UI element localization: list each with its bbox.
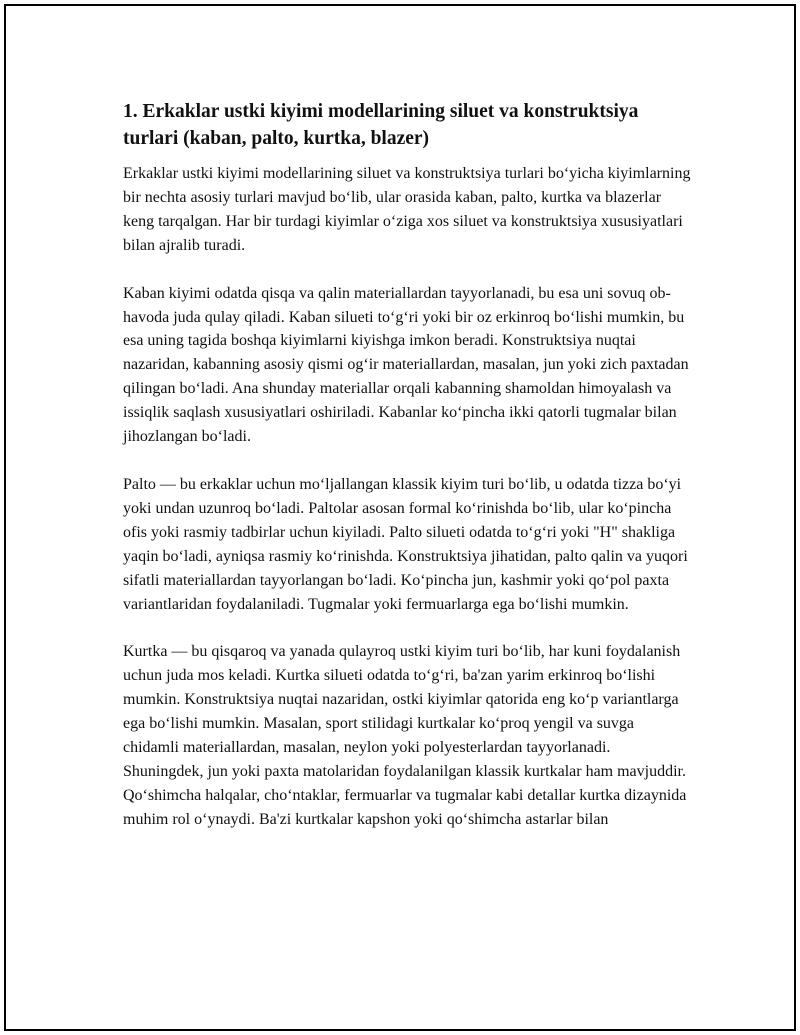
- document-body: [123, 98, 693, 832]
- section-heading: 1. Erkaklar ustki kiyimi modellarining siluet va konstruktsiya turlari (kaban, palto, kurtka, blazer): [123, 101, 639, 149]
- paragraph-palto: Palto — bu erkaklar uchun mo‘ljallangan klassik kiyim turi bo‘lib, u odatda tizza bo‘yi yoki undan uzunroq bo‘ladi. Paltolar asosan formal ko‘rinishda bo‘lib, ular ko‘pincha ofis yoki rasmiy tadbirlar uchun kiyiladi. Palto silueti odatda to‘g‘ri yoki "H" shakliga yaqin bo‘ladi, ayniqsa rasmiy ko‘rinishda. Konstruktsiya jihatidan, palto qalin va yuqori sifatli materiallardan tayyorlangan bo‘ladi. Ko‘pincha jun, kashmir yoki qo‘pol paxta variantlaridan foydalaniladi. Tugmalar yoki fermuarlarga ega bo‘lishi mumkin.: [123, 475, 688, 613]
- paragraph-kurtka: Kurtka — bu qisqaroq va yanada qulayroq ustki kiyim turi bo‘lib, har kuni foydalanish uchun juda mos keladi. Kurtka silueti odatda to‘g‘ri, ba'zan yarim erkinroq bo‘lishi mumkin. Konstruktsiya nuqtai nazaridan, ostki kiyimlar qatorida eng ko‘p variantlarga ega bo‘lishi mumkin. Masalan, sport stilidagi kurtkalar ko‘proq yengil va suvga chidamli materiallardan, masalan, neylon yoki polyesterlardan tayyorlanadi. Shuningdek, jun yoki paxta matolaridan foydalanilgan klassik kurtkalar ham mavjuddir. Qo‘shimcha halqalar, cho‘ntaklar, fermuarlar va tugmalar kabi detallar kurtka dizaynida muhim rol o‘ynaydi. Ba'zi kurtkalar kapshon yoki qo‘shimcha astarlar bilan: [123, 643, 687, 828]
- page-frame: [4, 4, 796, 1031]
- paragraph-kaban: Kaban kiyimi odatda qisqa va qalin materiallardan tayyorlanadi, bu esa uni sovuq ob-havoda juda qulay qiladi. Kaban silueti to‘g‘ri yoki bir oz erkinroq bo‘lishi mumkin, bu esa uning tagida boshqa kiyimlarni kiyishga imkon beradi. Konstruktsiya nuqtai nazaridan, kabanning asosiy qismi og‘ir materiallardan, masalan, jun yoki zich paxtadan qilingan bo‘ladi. Ana shunday materiallar orqali kabanning shamoldan himoyalash va issiqlik saqlash xususiyatlari oshiriladi. Kabanlar ko‘pincha ikki qatorli tugmalar bilan jihozlangan bo‘ladi.: [123, 284, 689, 446]
- paragraph-intro: Erkaklar ustki kiyimi modellarining siluet va konstruktsiya turlari bo‘yicha kiyimlarning bir nechta asosiy turlari mavjud bo‘lib, ular orasida kaban, palto, kurtka va blazerlar keng tarqalgan. Har bir turdagi kiyimlar o‘ziga xos siluet va konstruktsiya xususiyatlari bilan ajralib turadi.: [123, 165, 691, 254]
